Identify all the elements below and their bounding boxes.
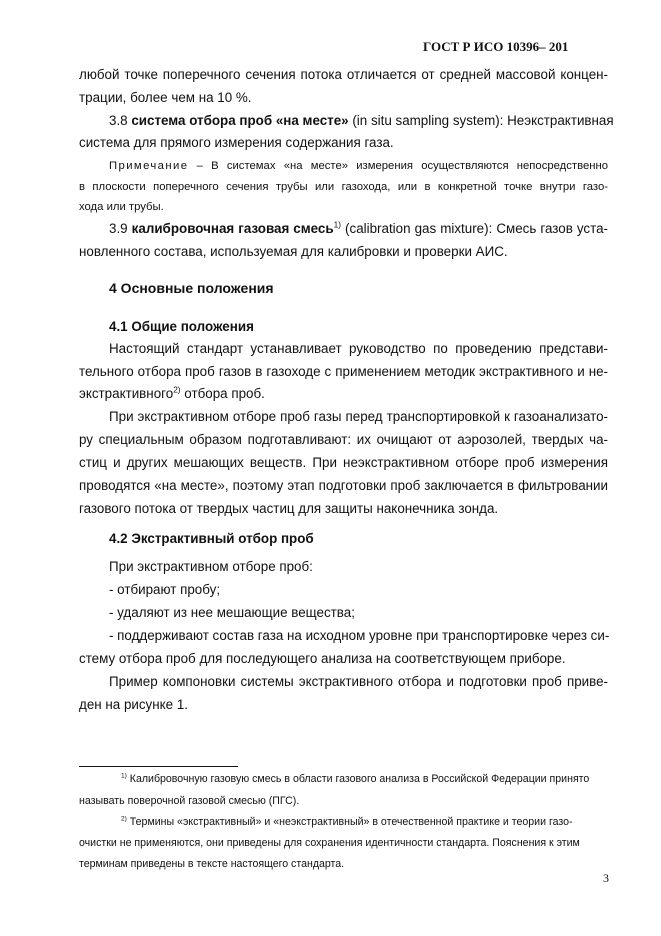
footnote-ref: 2)	[173, 384, 181, 395]
paragraph-line	[79, 384, 265, 401]
paragraph-line: При экстрактивном отборе проб газы перед транспортировкой к газоанализато-	[109, 409, 608, 424]
document-header: ГОСТ Р ИСО 10396– 201	[423, 39, 569, 54]
term-3-9	[109, 219, 609, 236]
page-number: 3	[603, 871, 609, 885]
list-item-continuation: стему отбора проб для последующего анализа на соответствующем приборе.	[79, 651, 566, 666]
term-definition: (in situ sampling system): Неэкстрактивная	[348, 113, 614, 128]
paragraph-line: новленного состава, используемая для калибровки и проверки АИС.	[79, 244, 508, 259]
paragraph-line: трации, более чем на 10 %.	[79, 90, 252, 105]
list-item: - поддерживают состав газа на исходном уровне при транспортировке через си-	[109, 628, 610, 643]
term-definition: (calibration gas mixture): Смесь газов уста-	[341, 221, 609, 236]
paragraph-line: При экстрактивном отборе проб:	[109, 559, 313, 574]
section-heading: 4 Основные положения	[109, 280, 274, 296]
footnote-mark: 1)	[121, 772, 127, 780]
term-number: 3.8	[109, 113, 132, 128]
term-3-8	[109, 113, 614, 128]
term-name: система отбора проб «на месте»	[131, 113, 349, 128]
term-number: 3.9	[109, 221, 132, 236]
footnote-1	[121, 773, 589, 785]
footnote-text: Калибровочную газовую смесь в области газового анализа в Российской Федерации принято	[126, 773, 590, 785]
paragraph-line: Пример компоновки системы экстрактивного отбора и подготовки проб приве-	[109, 674, 608, 689]
footnote-line: очистки не применяются, они приведены для сохранения идентичности стандарта. Пояснения к этим	[79, 837, 580, 849]
note-label: Примечание	[109, 160, 189, 172]
text: экстрактивного	[79, 386, 174, 401]
paragraph-line: тельного отбора проб газов в газоходе с применением методик экстрактивного и не-	[79, 364, 608, 379]
footnote-mark: 2)	[121, 815, 127, 823]
subsection-heading: 4.2 Экстрактивный отбор проб	[109, 531, 314, 546]
note-text: – В системах «на месте» измерения осуществляются непосредственно	[188, 160, 608, 172]
footnote-2	[121, 816, 573, 828]
footnote-line: терминам приведены в тексте настоящего стандарта.	[79, 858, 345, 870]
list-item: - удаляют из нее мешающие вещества;	[109, 605, 355, 620]
note	[109, 160, 608, 172]
paragraph-line: ден на рисунке 1.	[79, 697, 188, 712]
paragraph-line: стиц и других мешающих веществ. При неэкстрактивном отборе проб измерения	[79, 455, 608, 470]
subsection-heading: 4.1 Общие положения	[109, 319, 254, 334]
footnote-line: называть поверочной газовой смесью (ПГС).	[79, 795, 300, 807]
footnote-ref: 1)	[333, 219, 342, 230]
note-line: в плоскости поперечного сечения трубы или газохода, или в конкретной точке внутри газо-	[79, 181, 608, 193]
paragraph-line: Настоящий стандарт устанавливает руководство по проведению представи-	[109, 341, 608, 356]
paragraph-line: газового потока от твердых частиц для защиты наконечника зонда.	[79, 501, 499, 516]
list-item: - отбирают пробу;	[109, 582, 221, 597]
footnote-separator	[79, 766, 238, 767]
note-line: хода или трубы.	[79, 201, 164, 213]
footnote-text: Термины «экстрактивный» и «неэкстрактивный» в отечественной практике и теории газо-	[126, 816, 573, 828]
text: отбора проб.	[180, 386, 265, 401]
paragraph-line: проводятся «на месте», поэтому этап подготовки проб заключается в фильтровании	[79, 478, 608, 493]
paragraph-line: любой точке поперечного сечения потока отличается от средней массовой концен-	[79, 67, 608, 82]
paragraph-line: система для прямого измерения содержания газа.	[79, 135, 394, 150]
term-name: калибровочная газовая смесь	[131, 221, 334, 236]
paragraph-line: ру специальным образом подготавливают: их очищают от аэрозолей, твердых ча-	[79, 432, 608, 447]
